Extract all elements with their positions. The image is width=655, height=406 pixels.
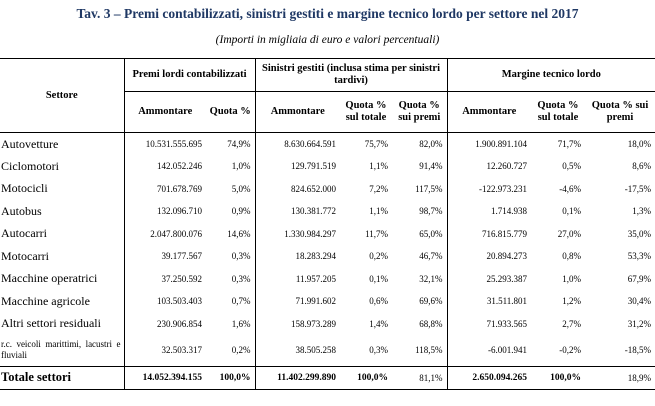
row-margine: 1.900.891.104 [447, 133, 531, 156]
row-sinistri: 38.505.258 [255, 335, 340, 366]
table-row [0, 133, 655, 156]
row-sinistri-quota-totale: 1,1% [369, 161, 388, 172]
header-settore: Settore [0, 59, 124, 133]
header-premi-group: Premi lordi contabilizzati [124, 59, 255, 92]
row-margine: 31.511.801 [447, 290, 531, 313]
row-sinistri: 1.330.984.297 [255, 223, 340, 246]
row-sinistri-quota-totale: 0,2% [369, 251, 388, 262]
row-settore: Motocarri [1, 248, 49, 263]
row-settore: Ciclomotori [1, 158, 59, 173]
row-margine-quota-totale: 27,0% [557, 228, 581, 239]
total-margine-quota-premi: 18,9% [585, 366, 655, 389]
header-premi-ammontare: Ammontare [124, 92, 206, 133]
total-margine-quota-totale: 100,0% [531, 366, 585, 389]
row-margine-quota-premi: 31,2% [627, 318, 652, 329]
row-margine-quota-totale: 0,1% [562, 206, 581, 217]
header-margine-quota-premi: Quota % sui premi [591, 100, 649, 123]
row-margine: 20.894.273 [447, 245, 531, 268]
row-premi-quota: 0,3% [231, 251, 251, 262]
total-sinistri-quota-totale: 100,0% [340, 366, 392, 389]
row-sinistri-quota-premi: 117,5% [415, 183, 443, 194]
table-subtitle: (Importi in migliaia di euro e valori percentuali) [215, 34, 440, 46]
row-premi: 39.177.567 [124, 245, 206, 268]
row-sinistri-quota-totale: 1,4% [369, 318, 388, 329]
row-margine-quota-premi: 30,4% [627, 296, 652, 307]
table-row [0, 178, 655, 201]
row-sinistri-quota-totale: 0,1% [369, 273, 388, 284]
row-margine-quota-premi: 67,9% [627, 273, 652, 284]
table-row [0, 268, 655, 291]
row-sinistri: 130.381.772 [255, 200, 340, 223]
row-sinistri-quota-totale: 11,7% [365, 228, 388, 239]
table-row [0, 223, 655, 246]
row-margine-quota-totale: 0,8% [562, 251, 581, 262]
row-sinistri-quota-premi: 65,0% [419, 228, 443, 239]
row-margine: 1.714.938 [447, 200, 531, 223]
row-settore: Macchine agricole [1, 293, 90, 308]
premi-table [0, 58, 655, 390]
table-row [0, 245, 655, 268]
row-settore: Motocicli [1, 181, 48, 196]
row-premi: 103.503.403 [124, 290, 206, 313]
row-premi-quota: 14,6% [227, 228, 251, 239]
table-row [0, 313, 655, 336]
row-premi-quota: 1,6% [231, 318, 251, 329]
row-settore: Macchine operatrici [1, 271, 98, 286]
row-sinistri-quota-totale: 0,6% [369, 296, 388, 307]
table-title: Tav. 3 – Premi contabilizzati, sinistri gestiti e margine tecnico lordo per settore nel 2017 [76, 6, 579, 21]
row-premi: 37.250.592 [124, 268, 206, 291]
row-premi-quota: 1,0% [231, 161, 251, 172]
row-sinistri: 18.283.294 [255, 245, 340, 268]
row-premi: 142.052.246 [124, 155, 206, 178]
row-margine: 716.815.779 [447, 223, 531, 246]
row-margine-quota-premi: 35,0% [627, 228, 652, 239]
header-sinistri-group: Sinistri gestiti (inclusa stima per sinistri tardivi) [255, 59, 447, 92]
row-margine-quota-totale: 71,7% [557, 139, 581, 149]
row-sinistri-quota-premi: 69,6% [419, 296, 443, 307]
row-premi-quota: 0,7% [231, 296, 251, 307]
row-margine-quota-totale: 2,7% [562, 318, 581, 329]
row-premi: 132.096.710 [124, 200, 206, 223]
total-premi-quota: 100,0% [206, 366, 255, 389]
total-row [0, 366, 655, 389]
row-sinistri-quota-premi: 118,5% [415, 345, 443, 356]
total-sinistri-quota-premi: 81,1% [392, 366, 447, 389]
row-margine-quota-totale: -0,2% [559, 345, 581, 356]
row-sinistri-quota-premi: 82,0% [419, 139, 443, 149]
row-margine-quota-premi: 53,3% [627, 251, 652, 262]
row-margine-quota-premi: -18,5% [624, 345, 652, 356]
row-margine: -122.973.231 [447, 178, 531, 201]
total-premi: 14.052.394.155 [124, 366, 206, 389]
row-sinistri: 824.652.000 [255, 178, 340, 201]
row-sinistri-quota-premi: 91,4% [419, 161, 443, 172]
row-sinistri-quota-premi: 98,7% [419, 206, 443, 217]
row-sinistri: 11.957.205 [255, 268, 340, 291]
row-settore: Autocarri [1, 226, 47, 241]
row-sinistri: 71.991.602 [255, 290, 340, 313]
total-margine: 2.650.094.265 [447, 366, 531, 389]
row-sinistri-quota-premi: 68,8% [419, 318, 443, 329]
row-premi: 701.678.769 [124, 178, 206, 201]
row-premi-quota: 5,0% [231, 183, 251, 194]
header-margine-ammontare: Ammontare [447, 92, 531, 133]
row-sinistri-quota-totale: 1,1% [369, 206, 388, 217]
row-sinistri: 8.630.664.591 [255, 133, 340, 156]
total-sinistri: 11.402.299.890 [255, 366, 340, 389]
row-margine: 12.260.727 [447, 155, 531, 178]
row-margine-quota-premi: 1,3% [632, 206, 652, 217]
row-premi-quota: 0,9% [231, 206, 251, 217]
row-sinistri-quota-premi: 46,7% [419, 251, 443, 262]
row-premi-quota: 74,9% [227, 139, 251, 149]
row-margine: 71.933.565 [447, 313, 531, 336]
header-margine-group: Margine tecnico lordo [447, 59, 655, 92]
row-premi-quota: 0,2% [231, 345, 251, 356]
row-margine-quota-totale: 1,0% [562, 273, 581, 284]
row-sinistri-quota-premi: 32,1% [419, 273, 443, 284]
row-margine: -6.001.941 [447, 335, 531, 366]
row-margine-quota-premi: 18,0% [627, 139, 652, 149]
row-premi-quota: 0,3% [231, 273, 251, 284]
row-sinistri-quota-totale: 0,3% [369, 345, 388, 356]
row-settore: r.c. veicoli marittimi, lacustri e fluviali [1, 339, 121, 361]
header-sinistri-quota-totale: Quota % sul totale [345, 100, 387, 123]
row-premi: 230.906.854 [124, 313, 206, 336]
row-premi: 32.503.317 [124, 335, 206, 366]
table-row [0, 155, 655, 178]
row-settore: Altri settori residuali [1, 316, 101, 331]
row-margine: 25.293.387 [447, 268, 531, 291]
header-premi-quota: Quota % [209, 106, 251, 117]
table-row [0, 200, 655, 223]
header-sinistri-ammontare: Ammontare [255, 92, 340, 133]
row-sinistri-quota-totale: 7,2% [369, 183, 388, 194]
row-sinistri: 129.791.519 [255, 155, 340, 178]
row-margine-quota-totale: 1,2% [562, 296, 581, 307]
header-sinistri-quota-premi: Quota % sui premi [398, 100, 441, 123]
row-settore: Autovetture [1, 136, 59, 151]
row-margine-quota-premi: 8,6% [632, 161, 652, 172]
row-sinistri-quota-totale: 75,7% [364, 139, 388, 149]
row-margine-quota-totale: 0,5% [562, 161, 581, 172]
row-settore: Autobus [1, 203, 42, 218]
row-premi: 2.047.800.076 [124, 223, 206, 246]
total-settore: Totale settori [0, 366, 124, 389]
table-row [0, 290, 655, 313]
header-margine-quota-totale: Quota % sul totale [537, 100, 579, 123]
row-premi: 10.531.555.695 [124, 133, 206, 156]
table-row [0, 335, 655, 366]
row-sinistri: 158.973.289 [255, 313, 340, 336]
row-margine-quota-totale: -4,6% [559, 183, 581, 194]
row-margine-quota-premi: -17,5% [624, 183, 652, 194]
